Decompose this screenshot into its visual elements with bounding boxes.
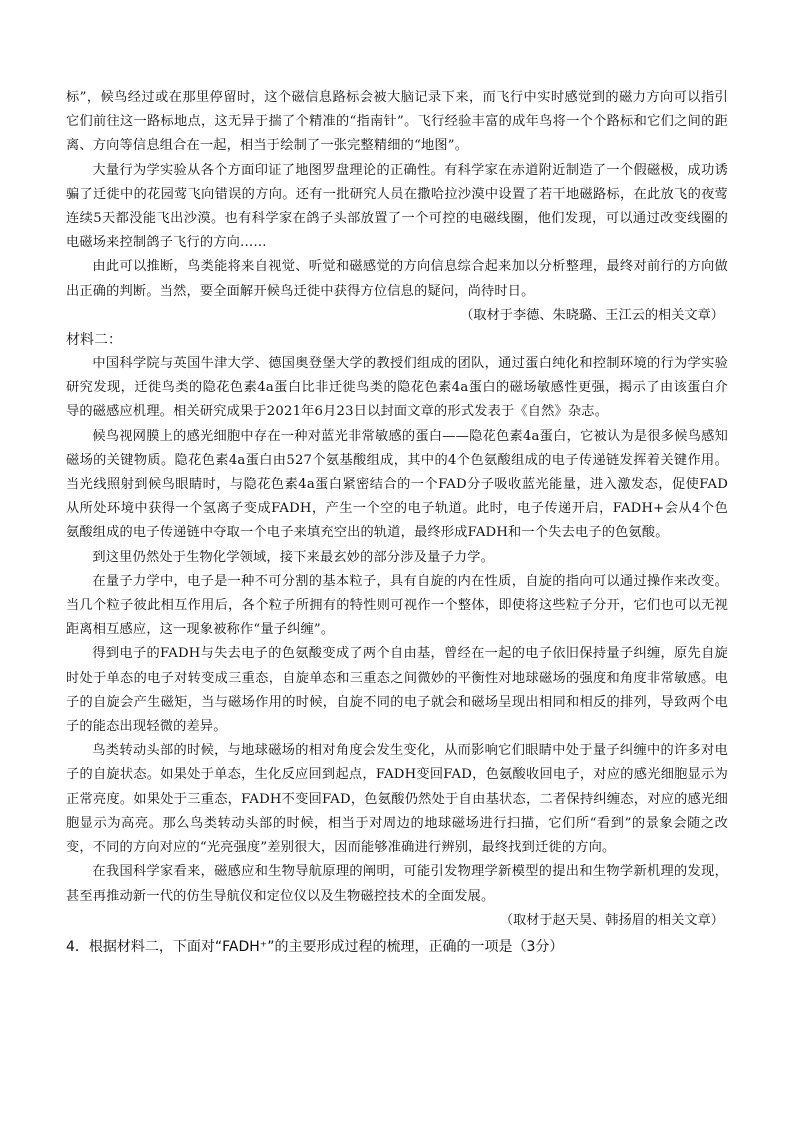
question-4: 4．根据材料二，下面对“FADH⁺”的主要形成过程的梳理，正确的一项是（3分） <box>66 938 564 955</box>
material2-heading: 材料二： <box>66 332 122 349</box>
material2-paragraph: 候鸟视网膜上的感光细胞中存在一种对蓝光非常敏感的蛋白——隐花色素4a蛋白，它被认为是很多候鸟感知磁场的关键物质。隐花色素4a蛋白由527个氨基酸组成，其中的4个色氨酸组成的电子传递链发挥着关键作用。当光线照射到候鸟眼睛时，与隐花色素4a蛋白紧密结合的一个FAD分子吸收蓝光能量，进入激发态，促使FAD从所处环境中获得一个氢离子变成FADH，产生一个空的电子轨道。此时，电子传递开启，FADH+会从4个色氨酸组成的电子传递链中夺取一个电子来填充空出的轨道，最终形成FADH和一个失去电子的色氨酸。 <box>66 428 728 541</box>
material2-paragraph: 得到电子的FADH与失去电子的色氨酸变成了两个自由基，曾经在一起的电子依旧保持量子纠缠，原先自旋时处于单态的电子对转变成三重态，自旋单态和三重态之间微妙的平衡性对地球磁场的强度和角度非常敏感。电子的自旋会产生磁矩，当与磁场作用的时候，自旋不同的电子就会和磁场呈现出相同和相反的排列，导致两个电子的能态出现轻微的差异。 <box>66 646 728 735</box>
material2-paragraph: 到这里仍然处于生物化学领域，接下来最玄妙的部分涉及量子力学。 <box>92 549 495 565</box>
material2-source: （取材于赵天昊、韩扬眉的相关文章） <box>499 912 724 928</box>
material2-paragraph: 鸟类转动头部的时候，与地球磁场的相对角度会发生变化，从而影响它们眼睛中处于量子纠缠中的许多对电子的自旋状态。如果处于单态，生化反应回到起点，FADH变回FAD，色氨酸收回电子，对应的感光细胞显示为正常亮度。如果处于三重态，FADH不变回FAD，色氨酸仍然处于自由基状态，二者保持纠缠态，对应的感光细胞显示为高亮。那么鸟类转动头部的时候，相当于对周边的地球磁场进行扫描，它们所“看到”的景象会随之改变，不同的方向对应的“光亮强度”差别很大，因而能够准确进行辨别，最终找到迁徙的方向。 <box>66 743 728 856</box>
material1-paragraph: 大量行为学实验从各个方面印证了地图罗盘理论的正确性。有科学家在赤道附近制造了一个假磁极，成功诱骗了迁徙中的花园莺飞向错误的方向。还有一批研究人员在撒哈拉沙漠中设置了若干地磁路标，在此放飞的夜莺连续5天都没能飞出沙漠。也有科学家在鸽子头部放置了一个可控的电磁线圈，他们发现，可以通过改变线圈的电磁场来控制鸽子飞行的方向…… <box>66 162 728 251</box>
material2-paragraph: 在我国科学家看来，磁感应和生物导航原理的阐明，可能引发物理学新模型的提出和生物学新机理的发现，甚至再推动新一代的仿生导航仪和定位仪以及生物磁控技术的全面发展。 <box>66 864 728 904</box>
material2-paragraph: 中国科学院与英国牛津大学、德国奥登堡大学的教授们组成的团队，通过蛋白纯化和控制环境的行为学实验研究发现，迁徙鸟类的隐花色素4a蛋白比非迁徙鸟类的隐花色素4a蛋白的磁场敏感性更强，揭示了由该蛋白介导的磁感应机理。相关研究成果于2021年6月23日以封面文章的形式发表于《自然》杂志。 <box>66 356 728 420</box>
material1-paragraph: 由此可以推断，鸟类能将来自视觉、听觉和磁感觉的方向信息综合起来加以分析整理，最终对前行的方向做出正确的判断。当然，要全面解开候鸟迁徙中获得方位信息的疑问，尚待时日。 <box>66 259 728 299</box>
material1-paragraph: 标”，候鸟经过或在那里停留时，这个磁信息路标会被大脑记录下来，而飞行中实时感觉到的磁力方向可以指引它们前往这一路标地点，这无异于揣了个精准的“指南针”。飞行经验丰富的成年鸟将一个个路标和它们之间的距离、方向等信息组合在一起，相当于绘制了一张完整精细的“地图”。 <box>66 90 728 154</box>
material2-paragraph: 在量子力学中，电子是一种不可分割的基本粒子，具有自旋的内在性质，自旋的指向可以通过操作来改变。当几个粒子彼此相互作用后，各个粒子所拥有的特性则可视作一个整体，即使将这些粒子分开，它们也可以无视距离相互感应，这一现象被称作“量子纠缠”。 <box>66 573 728 638</box>
material1-source: （取材于李德、朱晓璐、王江云的相关文章） <box>460 307 724 323</box>
